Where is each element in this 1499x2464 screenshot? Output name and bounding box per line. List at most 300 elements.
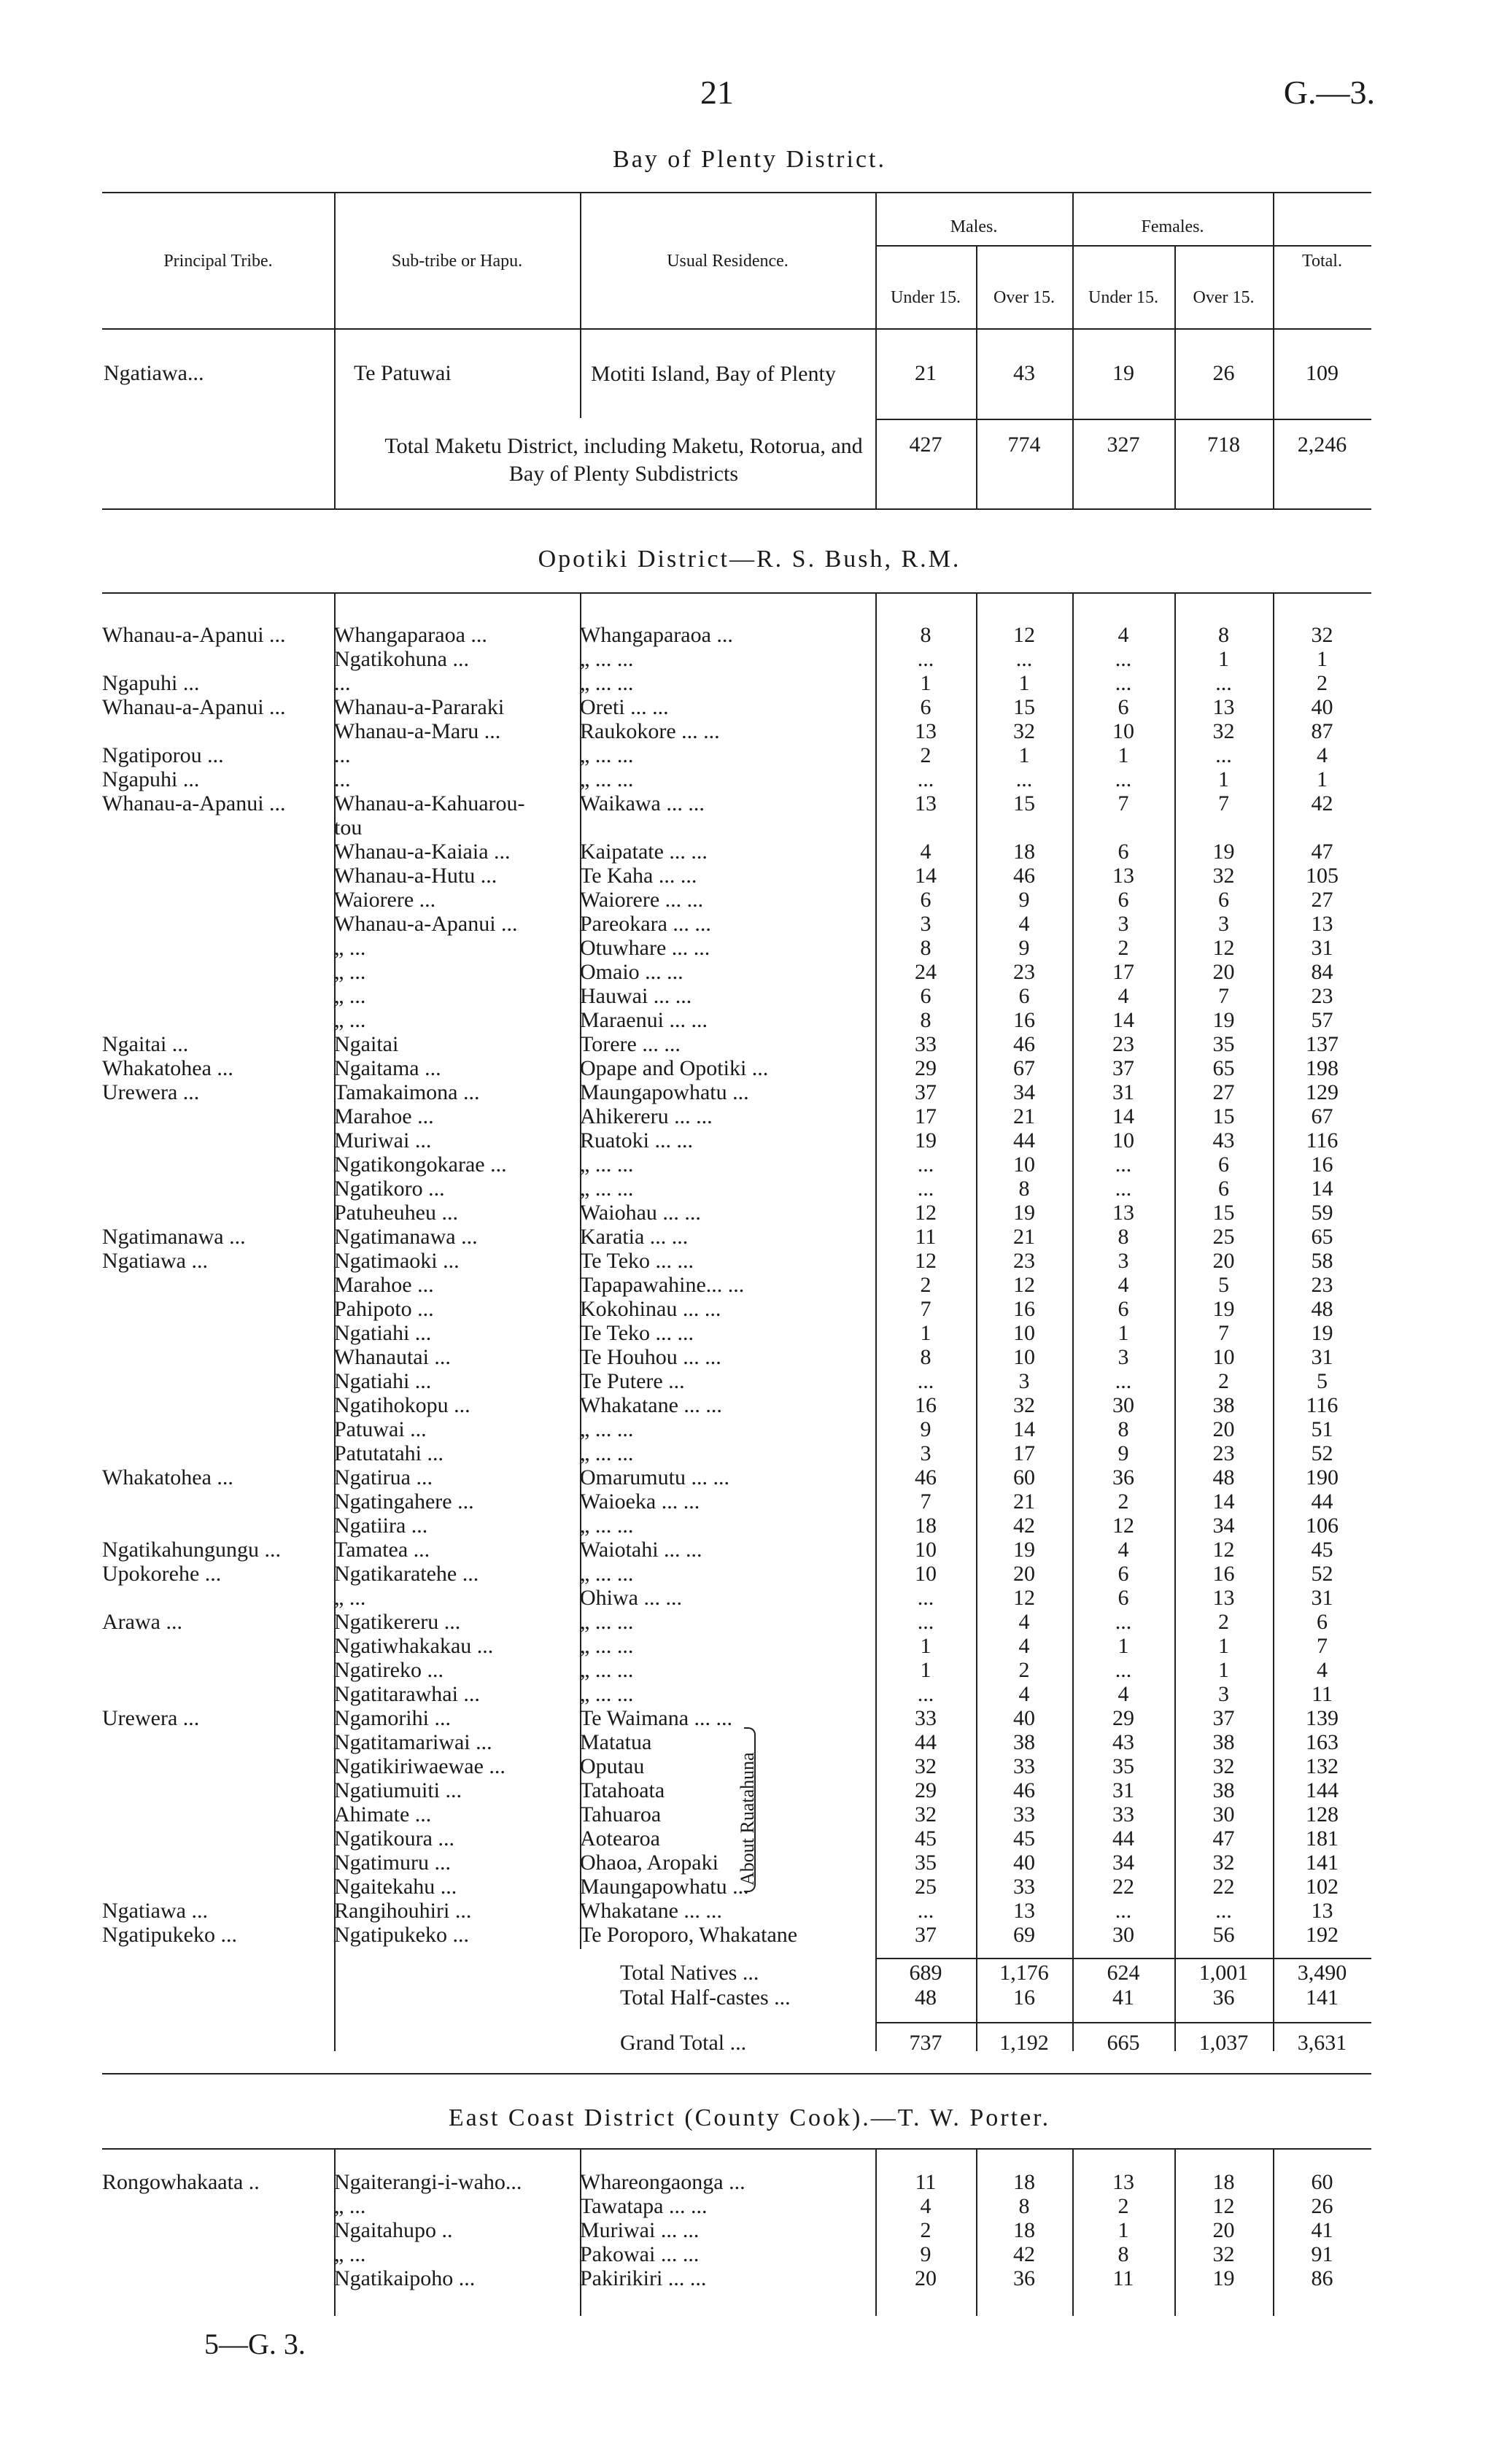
total-cell: 59: [1311, 1201, 1333, 1225]
tribe-cell: Whanau-a-Apanui ...: [102, 791, 286, 815]
tribe-cell: [102, 1658, 334, 1682]
totals-female-under-cell: 41: [1112, 1985, 1134, 2010]
male-over-cell: 16: [1013, 1297, 1035, 1321]
residence-cell: Pakowai ... ...: [580, 2242, 700, 2266]
residence-cell: Oreti ... ...: [580, 695, 669, 719]
female-over-cell: 37: [1212, 1706, 1235, 1730]
table-row: [102, 1706, 1371, 1730]
male-over-cell: 4: [1018, 1610, 1030, 1634]
table-row: [102, 912, 1371, 936]
male-under-cell: 14: [915, 864, 937, 888]
total-cell: 139: [1306, 1706, 1339, 1730]
male-over-cell: 9: [1018, 936, 1030, 960]
total-cell: 129: [1306, 1080, 1339, 1104]
table-row: [102, 1610, 1371, 1634]
tribe-cell: Ngapuhi ...: [102, 767, 200, 791]
female-over-cell: ...: [1215, 743, 1232, 767]
male-under-cell: 1: [920, 671, 931, 695]
male-over-cell: 20: [1013, 1562, 1035, 1586]
residence-cell: Maungapowhatu ...: [580, 1875, 749, 1899]
residence-cell: Ohaoa, Aropaki: [580, 1851, 718, 1875]
tribe-cell: [102, 936, 334, 960]
total-cell: 102: [1306, 1875, 1339, 1899]
subtribe-cell: Ngatireko ...: [334, 1658, 443, 1682]
table-row: [102, 1056, 1371, 1080]
female-over-cell: 20: [1212, 1417, 1235, 1441]
male-under-cell: ...: [917, 647, 934, 671]
female-under-cell: 2: [1118, 1489, 1129, 1514]
table-rule: [102, 508, 1371, 510]
opotiki-title: Opotiki District—R. S. Bush, R.M.: [538, 546, 961, 573]
female-under-cell: 13: [1112, 2170, 1134, 2194]
residence-cell: Waiorere ... ...: [580, 888, 704, 912]
subtribe-cell: Ngatiira ...: [334, 1514, 428, 1538]
male-under-cell: 3: [920, 912, 931, 936]
male-over-cell: 12: [1013, 1586, 1035, 1610]
subtribe-cell: Patuheuheu ...: [334, 1201, 458, 1225]
residence-cell: „ ... ...: [580, 1152, 634, 1177]
total-cell: 26: [1311, 2194, 1333, 2218]
male-over-cell: 32: [1013, 1393, 1035, 1417]
total-cell: 144: [1306, 1778, 1339, 1802]
subtribe-cell: Ngatimanawa ...: [334, 1225, 478, 1249]
residence-cell: Tawatapa ... ...: [580, 2194, 708, 2218]
male-over-cell: 67: [1013, 1056, 1035, 1080]
female-under-cell: 13: [1112, 1201, 1134, 1225]
subtribe-cell: Whanautai ...: [334, 1345, 451, 1369]
subtribe-cell: ...: [334, 743, 351, 767]
tribe-cell: [102, 1273, 334, 1297]
total-cell: 5: [1317, 1369, 1328, 1393]
totals-female-over-cell: 1,037: [1198, 2031, 1249, 2055]
totals-female-under-cell: 665: [1107, 2031, 1140, 2055]
table-row: [102, 2194, 1371, 2218]
tribe-cell: Urewera ...: [102, 1706, 200, 1730]
header-residence: Usual Residence.: [667, 252, 789, 271]
table-row: [102, 1369, 1371, 1393]
male-under-cell: 11: [915, 1225, 937, 1249]
male-under-cell: 13: [915, 791, 937, 815]
male-under-cell: 18: [915, 1514, 937, 1538]
female-over-cell: 22: [1212, 1875, 1235, 1899]
column-rule: [1072, 192, 1074, 508]
tribe-cell: [102, 1104, 334, 1128]
total-cell: 132: [1306, 1754, 1339, 1778]
female-under-cell: 9: [1118, 1441, 1129, 1465]
male-under-cell: 10: [915, 1562, 937, 1586]
male-over-cell: 1: [1018, 671, 1030, 695]
subtribe-cell: ...: [334, 671, 351, 695]
total-cell: 48: [1311, 1297, 1333, 1321]
total-cell: 31: [1311, 936, 1333, 960]
bay-female-under: 19: [1112, 361, 1134, 385]
total-cell: 4: [1317, 1658, 1328, 1682]
total-cell: 192: [1306, 1923, 1339, 1947]
male-under-cell: ...: [917, 1586, 934, 1610]
residence-cell: Whakatane ... ...: [580, 1393, 722, 1417]
female-under-cell: 34: [1112, 1851, 1134, 1875]
subtribe-cell: Waiorere ...: [334, 888, 436, 912]
table-row: [102, 695, 1371, 719]
female-over-cell: 1: [1218, 647, 1229, 671]
female-over-cell: 20: [1212, 960, 1235, 984]
header-female-under-15: Under 15.: [1088, 288, 1158, 307]
residence-cell: Waioeka ... ...: [580, 1489, 700, 1514]
table-row: [102, 1634, 1371, 1658]
residence-cell: Te Houhou ... ...: [580, 1345, 721, 1369]
total-cell: 42: [1311, 791, 1333, 815]
subtribe-cell: Ngaitekahu ...: [334, 1875, 457, 1899]
total-cell: 116: [1306, 1393, 1339, 1417]
male-over-cell: 6: [1018, 984, 1030, 1008]
total-cell: 181: [1306, 1826, 1339, 1851]
residence-cell: Kokohinau ... ...: [580, 1297, 721, 1321]
male-under-cell: 33: [915, 1032, 937, 1056]
female-over-cell: 32: [1212, 1754, 1235, 1778]
total-cell: 1: [1317, 647, 1328, 671]
bay-subtribe: Te Patuwai: [354, 361, 452, 385]
residence-cell: Ruatoki ... ...: [580, 1128, 693, 1152]
male-over-cell: 33: [1013, 1754, 1035, 1778]
male-under-cell: 6: [920, 695, 931, 719]
header-males: Males.: [950, 217, 998, 236]
summary-male-over: 774: [1007, 433, 1041, 457]
male-over-cell: 38: [1013, 1730, 1035, 1754]
female-under-cell: ...: [1115, 671, 1132, 695]
male-under-cell: 7: [920, 1297, 931, 1321]
subtribe-cell: Marahoe ...: [334, 1273, 434, 1297]
female-over-cell: 5: [1218, 1273, 1229, 1297]
table-row: [102, 1393, 1371, 1417]
summary-total: 2,246: [1297, 433, 1347, 457]
female-over-cell: 13: [1212, 1586, 1235, 1610]
female-under-cell: 6: [1118, 1562, 1129, 1586]
table-row: [102, 767, 1371, 791]
male-over-cell: 18: [1013, 840, 1035, 864]
total-cell: 40: [1311, 695, 1333, 719]
female-under-cell: 4: [1118, 1682, 1129, 1706]
female-under-cell: 6: [1118, 1297, 1129, 1321]
bay-total: 109: [1306, 361, 1339, 385]
subtribe-cell: Ngatipukeko ...: [334, 1923, 469, 1947]
subtribe-cell: ...: [334, 767, 351, 791]
male-over-cell: 14: [1013, 1417, 1035, 1441]
total-cell: 51: [1311, 1417, 1333, 1441]
table-row: [102, 1465, 1371, 1489]
male-under-cell: ...: [917, 1152, 934, 1177]
subtribe-cell: Ngatimuru ...: [334, 1851, 451, 1875]
tribe-cell: [102, 888, 334, 912]
female-under-cell: 8: [1118, 2242, 1129, 2266]
total-cell: 86: [1311, 2266, 1333, 2290]
table-rule: [102, 2148, 1371, 2150]
male-over-cell: 16: [1013, 1008, 1035, 1032]
column-rule: [580, 192, 581, 418]
total-cell: 23: [1311, 1273, 1333, 1297]
table-row: [102, 1177, 1371, 1201]
table-row: [102, 864, 1371, 888]
residence-cell: Torere ... ...: [580, 1032, 681, 1056]
subtribe-cell: Ngatikoro ...: [334, 1177, 445, 1201]
female-over-cell: 43: [1212, 1128, 1235, 1152]
male-under-cell: 3: [920, 1441, 931, 1465]
tribe-cell: Ngaitai ...: [102, 1032, 189, 1056]
female-over-cell: 34: [1212, 1514, 1235, 1538]
male-over-cell: 10: [1013, 1152, 1035, 1177]
table-row: [102, 1152, 1371, 1177]
tribe-cell: [102, 1128, 334, 1152]
tribe-cell: Rongowhakaata ..: [102, 2170, 260, 2194]
residence-cell: Te Kaha ... ...: [580, 864, 697, 888]
total-cell: 47: [1311, 840, 1333, 864]
tribe-cell: Ngatimanawa ...: [102, 1225, 246, 1249]
female-under-cell: ...: [1115, 1610, 1132, 1634]
female-over-cell: 47: [1212, 1826, 1235, 1851]
subtribe-cell: Ngatiahi ...: [334, 1321, 432, 1345]
male-under-cell: [875, 815, 976, 840]
female-under-cell: 4: [1118, 1273, 1129, 1297]
female-over-cell: 8: [1218, 623, 1229, 647]
tribe-cell: [102, 815, 334, 840]
male-over-cell: 8: [1018, 2194, 1030, 2218]
residence-cell: Kaipatate ... ...: [580, 840, 708, 864]
totals-male-under-cell: 737: [909, 2031, 942, 2055]
residence-cell: Otuwhare ... ...: [580, 936, 710, 960]
male-under-cell: 7: [920, 1489, 931, 1514]
subtribe-cell: Ngatiumuiti ...: [334, 1778, 462, 1802]
male-over-cell: 46: [1013, 864, 1035, 888]
female-over-cell: 3: [1218, 912, 1229, 936]
male-under-cell: 8: [920, 623, 931, 647]
male-over-cell: 69: [1013, 1923, 1035, 1947]
female-over-cell: [1174, 815, 1273, 840]
total-cell: 27: [1311, 888, 1333, 912]
column-rule: [1273, 192, 1274, 508]
male-under-cell: ...: [917, 1899, 934, 1923]
total-cell: 6: [1317, 1610, 1328, 1634]
table-row: [102, 1321, 1371, 1345]
tribe-cell: Whakatohea ...: [102, 1465, 233, 1489]
subtribe-cell: Ngaiterangi-i-waho...: [334, 2170, 522, 2194]
male-over-cell: 15: [1013, 695, 1035, 719]
female-over-cell: 12: [1212, 1538, 1235, 1562]
totals-female-over-cell: 36: [1212, 1985, 1235, 2010]
tribe-cell: Ngatiawa ...: [102, 1899, 208, 1923]
residence-cell: Te Poroporo, Whakatane: [580, 1923, 798, 1947]
table-row: [102, 1225, 1371, 1249]
male-under-cell: 8: [920, 1008, 931, 1032]
male-over-cell: 19: [1013, 1201, 1035, 1225]
female-over-cell: 7: [1218, 791, 1229, 815]
subtribe-cell: Whanau-a-Kaiaia ...: [334, 840, 511, 864]
total-natives-label: Total Natives ...: [620, 1961, 759, 1985]
total-cell: 45: [1311, 1538, 1333, 1562]
totals-male-over-cell: 1,176: [999, 1961, 1049, 1985]
totals-male-over-cell: 16: [1013, 1985, 1035, 2010]
tribe-cell: Ngatipukeko ...: [102, 1923, 237, 1947]
male-under-cell: 32: [915, 1802, 937, 1826]
female-under-cell: 23: [1112, 1032, 1134, 1056]
subtribe-cell: Whanau-a-Maru ...: [334, 719, 501, 743]
residence-cell: Te Waimana ... ...: [580, 1706, 733, 1730]
female-over-cell: 15: [1212, 1201, 1235, 1225]
male-under-cell: 1: [920, 1634, 931, 1658]
tribe-cell: [102, 1321, 334, 1345]
total-cell: 7: [1317, 1634, 1328, 1658]
residence-cell: „ ... ...: [580, 1634, 634, 1658]
table-row: [102, 888, 1371, 912]
table-row: [102, 743, 1371, 767]
subtribe-cell: „ ...: [334, 936, 366, 960]
tribe-cell: [102, 1008, 334, 1032]
tribe-cell: Upokorehe ...: [102, 1562, 222, 1586]
male-over-cell: 42: [1013, 2242, 1035, 2266]
male-over-cell: 13: [1013, 1899, 1035, 1923]
female-over-cell: 20: [1212, 1249, 1235, 1273]
subtribe-cell: „ ...: [334, 1586, 366, 1610]
subtribe-cell: Patutatahi ...: [334, 1441, 443, 1465]
subtribe-cell: Ngatiwhakakau ...: [334, 1634, 494, 1658]
total-cell: 60: [1311, 2170, 1333, 2194]
female-under-cell: 8: [1118, 1225, 1129, 1249]
male-under-cell: 44: [915, 1730, 937, 1754]
residence-cell: „ ... ...: [580, 1562, 634, 1586]
female-under-cell: 29: [1112, 1706, 1134, 1730]
male-under-cell: ...: [917, 1682, 934, 1706]
male-under-cell: 12: [915, 1249, 937, 1273]
female-over-cell: 35: [1212, 1032, 1235, 1056]
female-over-cell: 32: [1212, 719, 1235, 743]
table-row: [102, 1032, 1371, 1056]
table-row: [102, 840, 1371, 864]
table-row: [102, 2218, 1371, 2242]
total-cell: 13: [1311, 1899, 1333, 1923]
male-under-cell: 37: [915, 1923, 937, 1947]
table-row: [102, 1514, 1371, 1538]
subtribe-cell: Ngatimaoki ...: [334, 1249, 460, 1273]
female-under-cell: 1: [1118, 1634, 1129, 1658]
total-cell: 57: [1311, 1008, 1333, 1032]
tribe-cell: [102, 719, 334, 743]
male-under-cell: 6: [920, 888, 931, 912]
tribe-cell: [102, 1875, 334, 1899]
totals-total-cell: 141: [1306, 1985, 1339, 2010]
female-under-cell: 14: [1112, 1104, 1134, 1128]
header-tribe: Principal Tribe.: [163, 252, 273, 271]
header-subtribe: Sub-tribe or Hapu.: [391, 252, 523, 271]
total-half-castes-label: Total Half-castes ...: [620, 1985, 791, 2010]
subtribe-cell: Ahimate ...: [334, 1802, 432, 1826]
male-over-cell: 60: [1013, 1465, 1035, 1489]
female-under-cell: 6: [1118, 695, 1129, 719]
table-row: [102, 1441, 1371, 1465]
header-rule: [875, 245, 1371, 247]
male-over-cell: 21: [1013, 1489, 1035, 1514]
female-over-cell: 32: [1212, 864, 1235, 888]
total-cell: 84: [1311, 960, 1333, 984]
female-over-cell: 56: [1212, 1923, 1235, 1947]
male-over-cell: 23: [1013, 960, 1035, 984]
male-over-cell: 12: [1013, 623, 1035, 647]
totals-male-under-cell: 689: [909, 1961, 942, 1985]
male-under-cell: ...: [917, 1369, 934, 1393]
subtribe-cell: Ngatikaratehe ...: [334, 1562, 479, 1586]
female-under-cell: 14: [1112, 1008, 1134, 1032]
male-under-cell: 2: [920, 2218, 931, 2242]
total-cell: 52: [1311, 1562, 1333, 1586]
female-under-cell: 6: [1118, 1586, 1129, 1610]
male-under-cell: 25: [915, 1875, 937, 1899]
table-rule: [102, 2073, 1371, 2074]
male-over-cell: 4: [1018, 1682, 1030, 1706]
female-over-cell: 12: [1212, 936, 1235, 960]
residence-cell: Tahuaroa: [580, 1802, 662, 1826]
tribe-cell: Urewera ...: [102, 1080, 200, 1104]
table-row: [102, 1417, 1371, 1441]
header-female-over-15: Over 15.: [1193, 288, 1255, 307]
female-under-cell: 31: [1112, 1778, 1134, 1802]
male-over-cell: 17: [1013, 1441, 1035, 1465]
tribe-cell: [102, 840, 334, 864]
subtribe-cell: Rangihouhiri ...: [334, 1899, 472, 1923]
tribe-cell: [102, 1634, 334, 1658]
tribe-cell: [102, 984, 334, 1008]
tribe-cell: Whanau-a-Apanui ...: [102, 695, 286, 719]
table-row: [102, 1249, 1371, 1273]
female-under-cell: 3: [1118, 912, 1129, 936]
residence-cell: Te Teko ... ...: [580, 1249, 694, 1273]
male-under-cell: 1: [920, 1321, 931, 1345]
total-cell: 19: [1311, 1321, 1333, 1345]
table-row: [102, 1080, 1371, 1104]
residence-cell: Aotearoa: [580, 1826, 660, 1851]
female-over-cell: 1: [1218, 1634, 1229, 1658]
east-coast-title: East Coast District (County Cook).—T. W. Porter.: [448, 2104, 1051, 2131]
subtribe-cell: tou: [334, 815, 363, 840]
male-over-cell: 1: [1018, 743, 1030, 767]
female-under-cell: ...: [1115, 1658, 1132, 1682]
female-over-cell: 2: [1218, 1610, 1229, 1634]
subtribe-cell: „ ...: [334, 960, 366, 984]
female-over-cell: 16: [1212, 1562, 1235, 1586]
opotiki-table: [102, 623, 1371, 1947]
table-rule: [102, 592, 1371, 594]
male-under-cell: 35: [915, 1851, 937, 1875]
tribe-cell: [102, 647, 334, 671]
residence-cell: Whareongaonga ...: [580, 2170, 745, 2194]
male-under-cell: 6: [920, 984, 931, 1008]
female-under-cell: 3: [1118, 1345, 1129, 1369]
total-cell: 87: [1311, 719, 1333, 743]
female-over-cell: 32: [1212, 2242, 1235, 2266]
subtribe-cell: Ngatirua ...: [334, 1465, 433, 1489]
residence-cell: Raukokore ... ...: [580, 719, 720, 743]
table-row: [102, 791, 1371, 815]
residence-cell: Ahikereru ... ...: [580, 1104, 713, 1128]
bay-male-over: 43: [1013, 361, 1035, 385]
male-over-cell: 9: [1018, 888, 1030, 912]
tribe-cell: [102, 2266, 334, 2290]
tribe-cell: [102, 1586, 334, 1610]
residence-cell: Te Putere ...: [580, 1369, 685, 1393]
male-over-cell: 44: [1013, 1128, 1035, 1152]
female-over-cell: 12: [1212, 2194, 1235, 2218]
tribe-cell: [102, 1417, 334, 1441]
total-cell: 4: [1317, 743, 1328, 767]
tribe-cell: [102, 1754, 334, 1778]
table-rule: [875, 419, 1371, 420]
total-cell: 11: [1312, 1682, 1333, 1706]
